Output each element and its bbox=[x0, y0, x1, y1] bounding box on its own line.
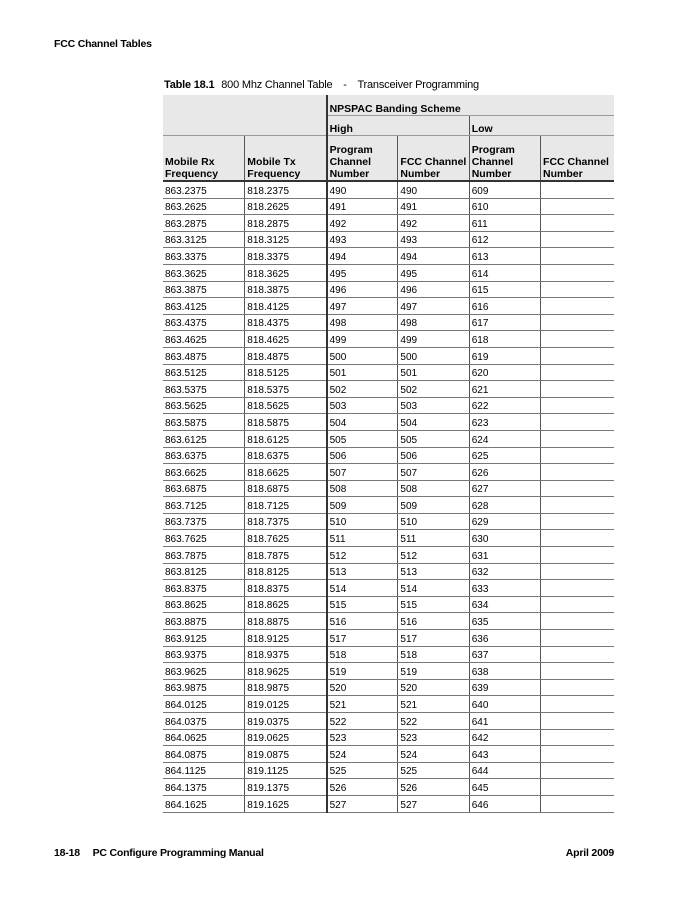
tx-frequency: 818.4625 bbox=[245, 331, 327, 348]
table-row bbox=[163, 314, 614, 331]
high-program-channel: 492 bbox=[327, 215, 398, 232]
rx-frequency: 863.8375 bbox=[163, 580, 245, 597]
high-program-channel: 503 bbox=[327, 397, 398, 414]
rx-frequency: 863.3625 bbox=[163, 264, 245, 281]
low-program-channel: 621 bbox=[469, 381, 540, 398]
header-npspac: NPSPAC Banding Scheme bbox=[327, 95, 614, 116]
col-header-tx: Mobile Tx Frequency bbox=[245, 136, 327, 182]
tx-frequency: 819.1625 bbox=[245, 795, 327, 812]
low-fcc-channel bbox=[541, 530, 614, 547]
high-program-channel: 519 bbox=[327, 663, 398, 680]
high-program-channel: 506 bbox=[327, 447, 398, 464]
table-row bbox=[163, 480, 614, 497]
low-program-channel: 640 bbox=[469, 696, 540, 713]
footer-date: April 2009 bbox=[565, 847, 614, 859]
high-fcc-channel: 492 bbox=[398, 215, 469, 232]
tx-frequency: 818.2625 bbox=[245, 198, 327, 215]
table-row bbox=[163, 331, 614, 348]
high-fcc-channel: 514 bbox=[398, 580, 469, 597]
rx-frequency: 864.0875 bbox=[163, 746, 245, 763]
tx-frequency: 818.9875 bbox=[245, 679, 327, 696]
low-fcc-channel bbox=[541, 480, 614, 497]
rx-frequency: 863.8875 bbox=[163, 613, 245, 630]
rx-frequency: 863.7625 bbox=[163, 530, 245, 547]
header-low: Low bbox=[469, 116, 614, 136]
table-row bbox=[163, 580, 614, 597]
tx-frequency: 818.5375 bbox=[245, 381, 327, 398]
rx-frequency: 863.4375 bbox=[163, 314, 245, 331]
low-program-channel: 645 bbox=[469, 779, 540, 796]
high-program-channel: 496 bbox=[327, 281, 398, 298]
high-fcc-channel: 519 bbox=[398, 663, 469, 680]
low-program-channel: 615 bbox=[469, 281, 540, 298]
rx-frequency: 863.2625 bbox=[163, 198, 245, 215]
low-fcc-channel bbox=[541, 646, 614, 663]
rx-frequency: 863.6625 bbox=[163, 464, 245, 481]
table-row bbox=[163, 264, 614, 281]
low-fcc-channel bbox=[541, 198, 614, 215]
table-row bbox=[163, 447, 614, 464]
table-row bbox=[163, 381, 614, 398]
rx-frequency: 863.4625 bbox=[163, 331, 245, 348]
rx-frequency: 864.0375 bbox=[163, 713, 245, 730]
low-fcc-channel bbox=[541, 298, 614, 315]
table-row bbox=[163, 729, 614, 746]
low-program-channel: 635 bbox=[469, 613, 540, 630]
rx-frequency: 863.9375 bbox=[163, 646, 245, 663]
high-fcc-channel: 525 bbox=[398, 762, 469, 779]
high-program-channel: 515 bbox=[327, 596, 398, 613]
tx-frequency: 819.0125 bbox=[245, 696, 327, 713]
high-program-channel: 490 bbox=[327, 181, 398, 198]
rx-frequency: 864.1375 bbox=[163, 779, 245, 796]
channel-table bbox=[163, 95, 614, 813]
low-program-channel: 620 bbox=[469, 364, 540, 381]
col-header-high-program: Program Channel Number bbox=[327, 136, 398, 182]
table-row bbox=[163, 464, 614, 481]
low-program-channel: 619 bbox=[469, 347, 540, 364]
table-row bbox=[163, 198, 614, 215]
low-fcc-channel bbox=[541, 580, 614, 597]
tx-frequency: 818.7375 bbox=[245, 513, 327, 530]
low-fcc-channel bbox=[541, 248, 614, 265]
high-fcc-channel: 502 bbox=[398, 381, 469, 398]
high-program-channel: 512 bbox=[327, 547, 398, 564]
high-program-channel: 511 bbox=[327, 530, 398, 547]
high-fcc-channel: 496 bbox=[398, 281, 469, 298]
col-header-high-fcc: FCC Channel Number bbox=[398, 136, 469, 182]
table-row bbox=[163, 696, 614, 713]
high-fcc-channel: 516 bbox=[398, 613, 469, 630]
low-program-channel: 610 bbox=[469, 198, 540, 215]
table-body bbox=[163, 181, 614, 812]
table-row bbox=[163, 298, 614, 315]
low-program-channel: 623 bbox=[469, 414, 540, 431]
rx-frequency: 863.5125 bbox=[163, 364, 245, 381]
high-fcc-channel: 509 bbox=[398, 497, 469, 514]
low-fcc-channel bbox=[541, 231, 614, 248]
low-fcc-channel bbox=[541, 563, 614, 580]
high-fcc-channel: 490 bbox=[398, 181, 469, 198]
high-fcc-channel: 506 bbox=[398, 447, 469, 464]
high-program-channel: 494 bbox=[327, 248, 398, 265]
high-program-channel: 510 bbox=[327, 513, 398, 530]
low-fcc-channel bbox=[541, 679, 614, 696]
rx-frequency: 863.5875 bbox=[163, 414, 245, 431]
low-program-channel: 616 bbox=[469, 298, 540, 315]
high-fcc-channel: 504 bbox=[398, 414, 469, 431]
high-program-channel: 500 bbox=[327, 347, 398, 364]
table-row bbox=[163, 497, 614, 514]
rx-frequency: 863.4125 bbox=[163, 298, 245, 315]
low-program-channel: 624 bbox=[469, 430, 540, 447]
tx-frequency: 818.8125 bbox=[245, 563, 327, 580]
rx-frequency: 864.1125 bbox=[163, 762, 245, 779]
table-row bbox=[163, 613, 614, 630]
tx-frequency: 818.4375 bbox=[245, 314, 327, 331]
table-row bbox=[163, 646, 614, 663]
tx-frequency: 818.7875 bbox=[245, 547, 327, 564]
low-program-channel: 630 bbox=[469, 530, 540, 547]
low-program-channel: 612 bbox=[469, 231, 540, 248]
high-program-channel: 513 bbox=[327, 563, 398, 580]
table-row bbox=[163, 795, 614, 812]
low-fcc-channel bbox=[541, 746, 614, 763]
table-row bbox=[163, 248, 614, 265]
high-fcc-channel: 513 bbox=[398, 563, 469, 580]
high-fcc-channel: 495 bbox=[398, 264, 469, 281]
low-program-channel: 641 bbox=[469, 713, 540, 730]
table-row bbox=[163, 513, 614, 530]
high-fcc-channel: 510 bbox=[398, 513, 469, 530]
tx-frequency: 818.5625 bbox=[245, 397, 327, 414]
rx-frequency: 863.7875 bbox=[163, 547, 245, 564]
low-program-channel: 634 bbox=[469, 596, 540, 613]
tx-frequency: 818.5125 bbox=[245, 364, 327, 381]
high-program-channel: 514 bbox=[327, 580, 398, 597]
col-header-rx: Mobile Rx Frequency bbox=[163, 136, 245, 182]
manual-title: PC Configure Programming Manual bbox=[92, 847, 264, 859]
low-program-channel: 643 bbox=[469, 746, 540, 763]
tx-frequency: 818.9375 bbox=[245, 646, 327, 663]
high-program-channel: 495 bbox=[327, 264, 398, 281]
table-row bbox=[163, 762, 614, 779]
table-caption bbox=[164, 79, 479, 91]
low-program-channel: 639 bbox=[469, 679, 540, 696]
caption-label: Table 18.1 bbox=[164, 79, 215, 91]
rx-frequency: 863.3125 bbox=[163, 231, 245, 248]
low-fcc-channel bbox=[541, 713, 614, 730]
low-program-channel: 632 bbox=[469, 563, 540, 580]
tx-frequency: 819.1375 bbox=[245, 779, 327, 796]
table-row bbox=[163, 547, 614, 564]
high-fcc-channel: 493 bbox=[398, 231, 469, 248]
table-row bbox=[163, 414, 614, 431]
tx-frequency: 818.6375 bbox=[245, 447, 327, 464]
low-program-channel: 609 bbox=[469, 181, 540, 198]
high-program-channel: 508 bbox=[327, 480, 398, 497]
table-row bbox=[163, 713, 614, 730]
low-program-channel: 625 bbox=[469, 447, 540, 464]
high-program-channel: 525 bbox=[327, 762, 398, 779]
low-fcc-channel bbox=[541, 447, 614, 464]
tx-frequency: 818.9125 bbox=[245, 630, 327, 647]
high-program-channel: 517 bbox=[327, 630, 398, 647]
low-program-channel: 628 bbox=[469, 497, 540, 514]
tx-frequency: 818.3875 bbox=[245, 281, 327, 298]
high-fcc-channel: 505 bbox=[398, 430, 469, 447]
tx-frequency: 818.6875 bbox=[245, 480, 327, 497]
high-program-channel: 507 bbox=[327, 464, 398, 481]
tx-frequency: 818.6125 bbox=[245, 430, 327, 447]
tx-frequency: 819.0625 bbox=[245, 729, 327, 746]
low-fcc-channel bbox=[541, 547, 614, 564]
rx-frequency: 863.9625 bbox=[163, 663, 245, 680]
low-program-channel: 613 bbox=[469, 248, 540, 265]
table-row bbox=[163, 231, 614, 248]
rx-frequency: 863.4875 bbox=[163, 347, 245, 364]
high-program-channel: 526 bbox=[327, 779, 398, 796]
rx-frequency: 863.6375 bbox=[163, 447, 245, 464]
rx-frequency: 863.6875 bbox=[163, 480, 245, 497]
high-program-channel: 497 bbox=[327, 298, 398, 315]
low-fcc-channel bbox=[541, 215, 614, 232]
table-row bbox=[163, 347, 614, 364]
high-program-channel: 504 bbox=[327, 414, 398, 431]
low-fcc-channel bbox=[541, 696, 614, 713]
high-fcc-channel: 499 bbox=[398, 331, 469, 348]
tx-frequency: 818.9625 bbox=[245, 663, 327, 680]
low-program-channel: 617 bbox=[469, 314, 540, 331]
high-fcc-channel: 520 bbox=[398, 679, 469, 696]
table-row bbox=[163, 596, 614, 613]
low-program-channel: 629 bbox=[469, 513, 540, 530]
table-row bbox=[163, 663, 614, 680]
high-fcc-channel: 522 bbox=[398, 713, 469, 730]
low-fcc-channel bbox=[541, 381, 614, 398]
low-fcc-channel bbox=[541, 596, 614, 613]
low-program-channel: 644 bbox=[469, 762, 540, 779]
low-fcc-channel bbox=[541, 779, 614, 796]
high-fcc-channel: 507 bbox=[398, 464, 469, 481]
rx-frequency: 864.0625 bbox=[163, 729, 245, 746]
rx-frequency: 863.3875 bbox=[163, 281, 245, 298]
high-program-channel: 501 bbox=[327, 364, 398, 381]
high-program-channel: 516 bbox=[327, 613, 398, 630]
high-program-channel: 522 bbox=[327, 713, 398, 730]
low-program-channel: 631 bbox=[469, 547, 540, 564]
rx-frequency: 864.1625 bbox=[163, 795, 245, 812]
rx-frequency: 863.9875 bbox=[163, 679, 245, 696]
low-program-channel: 626 bbox=[469, 464, 540, 481]
tx-frequency: 818.4875 bbox=[245, 347, 327, 364]
header-blank bbox=[163, 95, 327, 136]
tx-frequency: 818.2375 bbox=[245, 181, 327, 198]
low-program-channel: 633 bbox=[469, 580, 540, 597]
low-fcc-channel bbox=[541, 181, 614, 198]
table-row bbox=[163, 563, 614, 580]
rx-frequency: 863.3375 bbox=[163, 248, 245, 265]
high-fcc-channel: 515 bbox=[398, 596, 469, 613]
low-program-channel: 627 bbox=[469, 480, 540, 497]
low-fcc-channel bbox=[541, 347, 614, 364]
caption-title: 800 Mhz Channel Table bbox=[221, 79, 333, 91]
high-fcc-channel: 526 bbox=[398, 779, 469, 796]
tx-frequency: 818.3625 bbox=[245, 264, 327, 281]
high-fcc-channel: 501 bbox=[398, 364, 469, 381]
high-fcc-channel: 517 bbox=[398, 630, 469, 647]
low-fcc-channel bbox=[541, 314, 614, 331]
table-row bbox=[163, 397, 614, 414]
low-fcc-channel bbox=[541, 364, 614, 381]
low-program-channel: 642 bbox=[469, 729, 540, 746]
low-fcc-channel bbox=[541, 762, 614, 779]
tx-frequency: 818.8375 bbox=[245, 580, 327, 597]
rx-frequency: 863.6125 bbox=[163, 430, 245, 447]
tx-frequency: 818.8875 bbox=[245, 613, 327, 630]
rx-frequency: 863.2375 bbox=[163, 181, 245, 198]
high-program-channel: 527 bbox=[327, 795, 398, 812]
table-row bbox=[163, 364, 614, 381]
high-program-channel: 520 bbox=[327, 679, 398, 696]
tx-frequency: 819.0875 bbox=[245, 746, 327, 763]
table-row bbox=[163, 181, 614, 198]
high-fcc-channel: 494 bbox=[398, 248, 469, 265]
tx-frequency: 819.0375 bbox=[245, 713, 327, 730]
table-row bbox=[163, 281, 614, 298]
high-program-channel: 524 bbox=[327, 746, 398, 763]
high-program-channel: 523 bbox=[327, 729, 398, 746]
low-fcc-channel bbox=[541, 414, 614, 431]
table-row bbox=[163, 430, 614, 447]
high-fcc-channel: 508 bbox=[398, 480, 469, 497]
high-program-channel: 521 bbox=[327, 696, 398, 713]
caption-subtitle: Transceiver Programming bbox=[357, 79, 479, 91]
low-fcc-channel bbox=[541, 513, 614, 530]
high-program-channel: 491 bbox=[327, 198, 398, 215]
table-row bbox=[163, 215, 614, 232]
rx-frequency: 863.7125 bbox=[163, 497, 245, 514]
table-row bbox=[163, 746, 614, 763]
tx-frequency: 819.1125 bbox=[245, 762, 327, 779]
low-program-channel: 622 bbox=[469, 397, 540, 414]
high-fcc-channel: 503 bbox=[398, 397, 469, 414]
high-fcc-channel: 491 bbox=[398, 198, 469, 215]
low-program-channel: 614 bbox=[469, 264, 540, 281]
tx-frequency: 818.2875 bbox=[245, 215, 327, 232]
high-fcc-channel: 511 bbox=[398, 530, 469, 547]
header-high: High bbox=[327, 116, 470, 136]
col-header-low-program: Program Channel Number bbox=[469, 136, 540, 182]
tx-frequency: 818.5875 bbox=[245, 414, 327, 431]
table-row bbox=[163, 530, 614, 547]
tx-frequency: 818.6625 bbox=[245, 464, 327, 481]
high-program-channel: 498 bbox=[327, 314, 398, 331]
low-fcc-channel bbox=[541, 430, 614, 447]
rx-frequency: 863.8125 bbox=[163, 563, 245, 580]
low-fcc-channel bbox=[541, 613, 614, 630]
tx-frequency: 818.4125 bbox=[245, 298, 327, 315]
high-fcc-channel: 523 bbox=[398, 729, 469, 746]
low-fcc-channel bbox=[541, 464, 614, 481]
running-header: FCC Channel Tables bbox=[54, 38, 152, 50]
low-program-channel: 646 bbox=[469, 795, 540, 812]
tx-frequency: 818.3125 bbox=[245, 231, 327, 248]
high-fcc-channel: 512 bbox=[398, 547, 469, 564]
low-program-channel: 636 bbox=[469, 630, 540, 647]
low-fcc-channel bbox=[541, 331, 614, 348]
rx-frequency: 863.8625 bbox=[163, 596, 245, 613]
high-fcc-channel: 521 bbox=[398, 696, 469, 713]
low-fcc-channel bbox=[541, 264, 614, 281]
high-program-channel: 502 bbox=[327, 381, 398, 398]
rx-frequency: 864.0125 bbox=[163, 696, 245, 713]
high-fcc-channel: 524 bbox=[398, 746, 469, 763]
high-program-channel: 493 bbox=[327, 231, 398, 248]
table-row bbox=[163, 630, 614, 647]
caption-separator: - bbox=[343, 79, 347, 91]
low-fcc-channel bbox=[541, 630, 614, 647]
col-header-low-fcc: FCC Channel Number bbox=[541, 136, 614, 182]
high-fcc-channel: 518 bbox=[398, 646, 469, 663]
rx-frequency: 863.5625 bbox=[163, 397, 245, 414]
tx-frequency: 818.7625 bbox=[245, 530, 327, 547]
rx-frequency: 863.9125 bbox=[163, 630, 245, 647]
high-fcc-channel: 500 bbox=[398, 347, 469, 364]
high-program-channel: 505 bbox=[327, 430, 398, 447]
footer-left bbox=[54, 847, 264, 859]
low-fcc-channel bbox=[541, 663, 614, 680]
low-fcc-channel bbox=[541, 397, 614, 414]
tx-frequency: 818.8625 bbox=[245, 596, 327, 613]
page-number: 18-18 bbox=[54, 847, 80, 859]
high-program-channel: 499 bbox=[327, 331, 398, 348]
rx-frequency: 863.5375 bbox=[163, 381, 245, 398]
low-program-channel: 638 bbox=[469, 663, 540, 680]
low-program-channel: 618 bbox=[469, 331, 540, 348]
low-fcc-channel bbox=[541, 281, 614, 298]
high-fcc-channel: 498 bbox=[398, 314, 469, 331]
table-row bbox=[163, 779, 614, 796]
high-fcc-channel: 527 bbox=[398, 795, 469, 812]
tx-frequency: 818.7125 bbox=[245, 497, 327, 514]
rx-frequency: 863.2875 bbox=[163, 215, 245, 232]
low-program-channel: 637 bbox=[469, 646, 540, 663]
high-program-channel: 509 bbox=[327, 497, 398, 514]
rx-frequency: 863.7375 bbox=[163, 513, 245, 530]
high-program-channel: 518 bbox=[327, 646, 398, 663]
low-fcc-channel bbox=[541, 497, 614, 514]
table-row bbox=[163, 679, 614, 696]
low-program-channel: 611 bbox=[469, 215, 540, 232]
high-fcc-channel: 497 bbox=[398, 298, 469, 315]
tx-frequency: 818.3375 bbox=[245, 248, 327, 265]
low-fcc-channel bbox=[541, 795, 614, 812]
low-fcc-channel bbox=[541, 729, 614, 746]
